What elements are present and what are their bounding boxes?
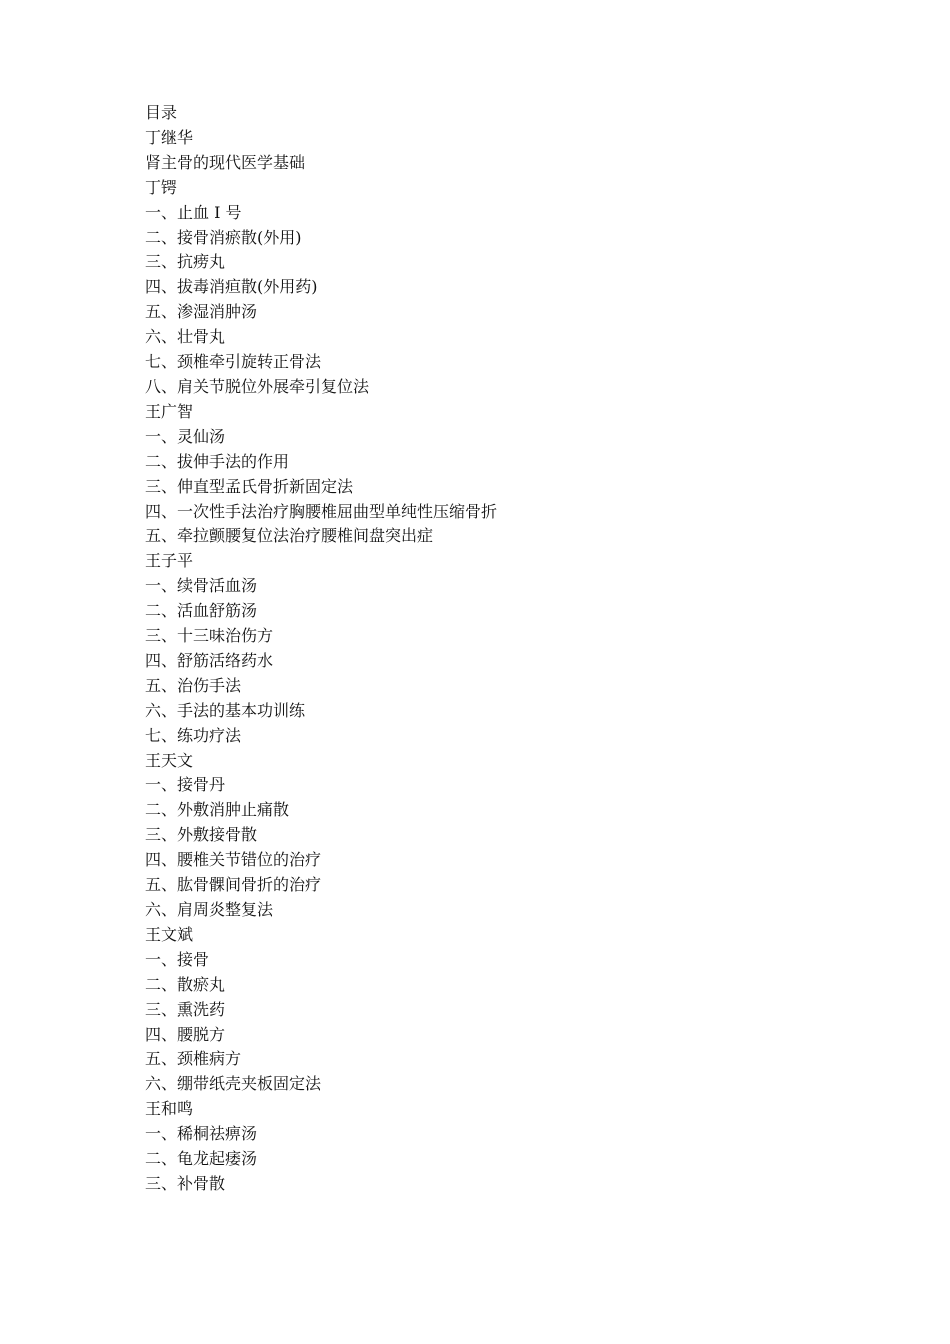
toc-entry: 二、接骨消瘀散(外用) xyxy=(145,227,302,247)
toc-entry: 王子平 xyxy=(145,551,194,571)
toc-entry: 五、肱骨髁间骨折的治疗 xyxy=(145,875,322,895)
toc-entry: 三、补骨散 xyxy=(145,1173,226,1193)
toc-entry: 三、熏洗药 xyxy=(145,999,226,1019)
toc-entry: 王广智 xyxy=(145,401,194,421)
toc-entry: 一、续骨活血汤 xyxy=(145,576,258,596)
toc-entry: 四、腰脱方 xyxy=(145,1024,226,1044)
toc-entry: 七、颈椎牵引旋转正骨法 xyxy=(145,352,322,372)
toc-entry: 丁继华 xyxy=(145,127,194,147)
toc-entry: 三、外敷接骨散 xyxy=(145,825,258,845)
toc-title: 目录 xyxy=(145,103,178,122)
toc-entry: 一、灵仙汤 xyxy=(145,426,226,446)
toc-entry: 四、一次性手法治疗胸腰椎屈曲型单纯性压缩骨折 xyxy=(145,501,498,521)
toc-entry: 三、伸直型孟氏骨折新固定法 xyxy=(145,476,354,496)
toc-entry: 一、稀桐祛痹汤 xyxy=(145,1124,258,1144)
toc-entry: 二、外敷消肿止痛散 xyxy=(145,800,290,820)
toc-entry: 二、散瘀丸 xyxy=(145,974,226,994)
toc-entry: 三、抗痨丸 xyxy=(145,252,226,272)
toc-entry: 二、活血舒筋汤 xyxy=(145,601,258,621)
toc-entry: 一、止血 I 号 xyxy=(145,202,242,222)
toc-entry: 七、练功疗法 xyxy=(145,725,242,745)
toc-entry: 王天文 xyxy=(145,750,194,770)
toc-entry: 六、绷带纸壳夹板固定法 xyxy=(145,1074,322,1094)
toc-entry: 八、肩关节脱位外展牵引复位法 xyxy=(145,376,370,396)
toc-entry: 四、腰椎关节错位的治疗 xyxy=(145,850,322,870)
toc-entry: 二、龟龙起痿汤 xyxy=(145,1149,258,1169)
toc-entry: 五、渗湿消肿汤 xyxy=(145,302,258,322)
toc-entry: 五、治伤手法 xyxy=(145,675,242,695)
toc-entry: 王文斌 xyxy=(145,924,194,944)
toc-entry: 五、颈椎病方 xyxy=(145,1049,242,1069)
toc-entry: 六、手法的基本功训练 xyxy=(145,700,306,720)
toc-entry: 五、牵拉颤腰复位法治疗腰椎间盘突出症 xyxy=(145,526,434,546)
toc-entry: 肾主骨的现代医学基础 xyxy=(145,152,306,172)
table-of-contents xyxy=(145,101,865,1197)
toc-entry: 一、接骨 xyxy=(145,949,210,969)
toc-entry: 二、拔伸手法的作用 xyxy=(145,451,290,471)
toc-entry: 丁锷 xyxy=(145,177,178,197)
toc-entry: 王和鸣 xyxy=(145,1099,194,1119)
toc-entry: 四、拔毒消疸散(外用药) xyxy=(145,277,318,297)
toc-entry: 六、肩周炎整复法 xyxy=(145,900,274,919)
toc-entry: 四、舒筋活络药水 xyxy=(145,650,274,670)
toc-entry: 三、十三味治伤方 xyxy=(145,626,274,646)
toc-entry: 六、壮骨丸 xyxy=(145,327,226,347)
toc-entry: 一、接骨丹 xyxy=(145,775,226,795)
